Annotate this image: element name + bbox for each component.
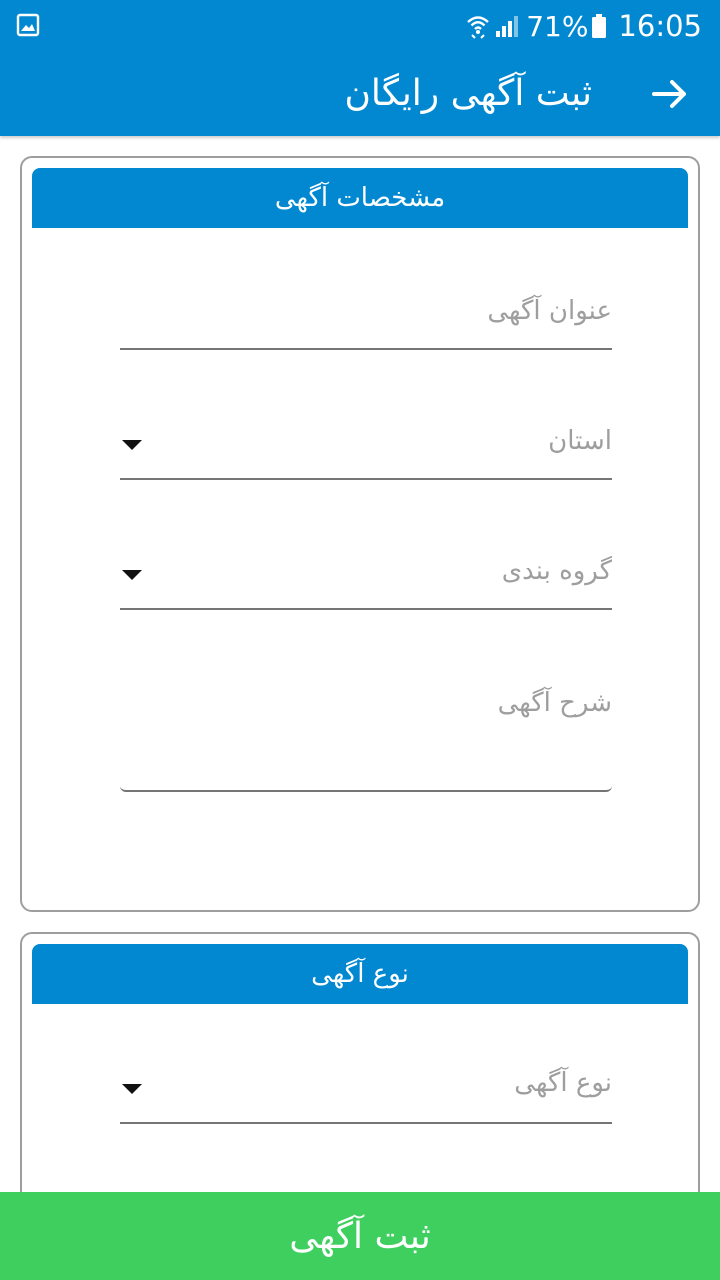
submit-ad-label: ثبت آگهی <box>289 1215 431 1257</box>
status-indicators <box>466 8 702 44</box>
ad-type-header: نوع آگهی <box>32 944 688 1004</box>
category-select[interactable] <box>120 548 612 610</box>
province-select[interactable] <box>120 418 612 480</box>
dropdown-arrow-icon <box>120 438 144 452</box>
wifi-icon <box>466 13 490 39</box>
submit-ad-button[interactable] <box>0 1192 720 1280</box>
signal-icon <box>494 14 520 38</box>
arrow-right-icon <box>650 74 690 114</box>
battery-icon <box>592 14 606 38</box>
page-title: ثبت آگهی رایگان <box>344 73 592 114</box>
ad-details-card <box>20 156 700 912</box>
description-placeholder: شرح آگهی <box>497 688 612 718</box>
ad-details-header: مشخصات آگهی <box>32 168 688 228</box>
ad-title-placeholder: عنوان آگهی <box>487 296 612 326</box>
status-bar <box>0 0 720 52</box>
category-placeholder: گروه بندی <box>501 556 612 586</box>
dropdown-arrow-icon <box>120 1082 144 1096</box>
back-button[interactable] <box>644 68 696 120</box>
ad-title-input[interactable] <box>120 288 612 350</box>
battery-percent: 71% <box>526 9 589 43</box>
dropdown-arrow-icon <box>120 568 144 582</box>
ad-type-placeholder: نوع آگهی <box>514 1068 612 1098</box>
ad-type-select[interactable] <box>120 1060 612 1124</box>
province-placeholder: استان <box>548 426 612 456</box>
app-bar <box>0 52 720 136</box>
clock: 16:05 <box>618 9 702 43</box>
gallery-notification-icon <box>16 13 40 37</box>
description-textarea[interactable] <box>120 668 612 792</box>
